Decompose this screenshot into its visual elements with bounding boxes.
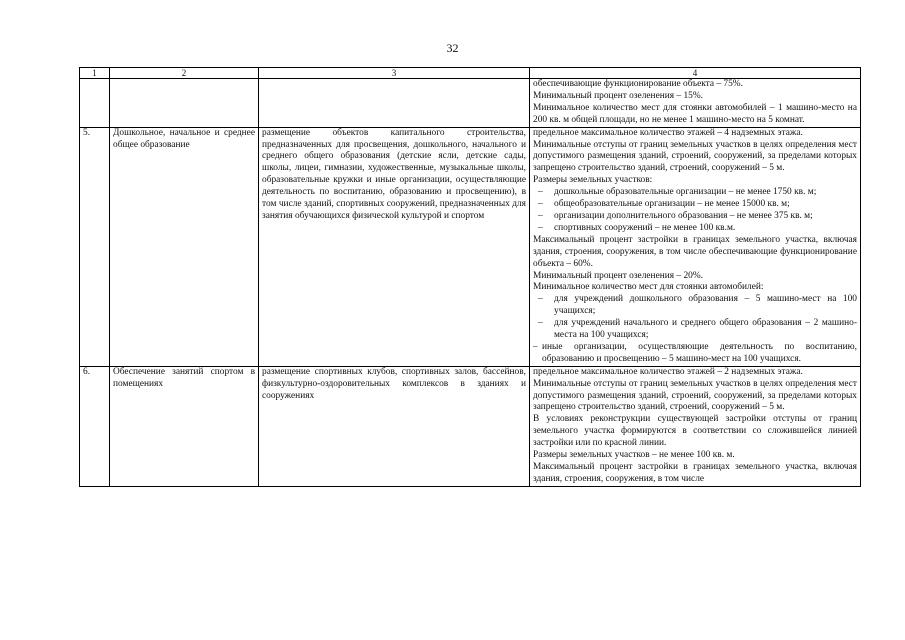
table-row (80, 79, 861, 128)
column-number: 1 (80, 68, 110, 79)
column-number: 3 (259, 68, 530, 79)
table-row (80, 127, 861, 366)
parameter-paragraph: предельное максимальное количество этажей – 4 надземных этажа. (533, 127, 803, 138)
parameter-paragraph: Минимальное количество мест для стоянки автомобилей: (533, 282, 764, 293)
use-description (259, 366, 530, 486)
use-type-name (110, 366, 259, 486)
parameter-paragraph: Размеры земельных участков – не менее 100 кв. м. (533, 450, 735, 461)
use-description-text: размещение объектов капитального строительства, предназначенных для просвещения, дошкольного, начального и среднего общего образования (детские ясли, детские сады, школы, лицеи, гимназии, художественные, музыкальные школы, образовательные кружки и иные организации, осуществляющие деятельность по воспитанию, образованию и просвещению), в том числе зданий, спортивных сооружений, предназначенных для занятия обучающихся физической культурой и спортом (262, 127, 526, 221)
parameter-list-item: – общеобразовательные организации – не менее 15000 кв. м; (533, 199, 857, 211)
row-number: 6. (80, 366, 110, 486)
table-row (80, 366, 861, 486)
parameter-paragraph: Минимальное количество мест для стоянки автомобилей – 1 машино-место на 200 кв. м общей площади, но не менее 1 машино-место на 5 комнат. (533, 102, 857, 125)
parameter-paragraph: обеспечивающие функционирование объекта – 75%. (533, 79, 743, 89)
page-number: 32 (446, 41, 459, 55)
parameter-list (533, 294, 857, 342)
parameter-list-item: – дошкольные образовательные организации – не менее 1750 кв. м; (533, 187, 857, 199)
use-type-name-text: Дошкольное, начальное и среднее общее образование (113, 127, 255, 150)
row-number (80, 79, 110, 128)
parameter-paragraph: предельное максимальное количество этажей – 2 надземных этажа. (533, 366, 803, 377)
parameter-paragraph: Минимальный процент озеленения – 20%. (533, 270, 703, 281)
use-description-text: размещение спортивных клубов, спортивных залов, бассейнов, физкультурно-оздоровительных комплексов в зданиях и сооружениях (262, 366, 526, 401)
parameter-paragraph: Максимальный процент застройки в границах земельного участка, включая здания, строения, сооружения, в том числе (533, 462, 857, 484)
parameter-list (533, 187, 857, 235)
parameter-list-item: – спортивных сооружений – не менее 100 кв.м. (533, 223, 857, 235)
parameter-paragraph: Максимальный процент застройки в границах земельного участка, включая здания, строения, сооружения, в том числе обеспечивающие функционирование объекта – 60%. (533, 234, 857, 269)
use-description (259, 79, 530, 128)
parameter-list-item: – иные организации, осуществляющие деятельность по воспитанию, образованию и просвещению – 5 машино-мест на 100 учащихся. (533, 342, 857, 366)
use-type-name (110, 127, 259, 366)
use-type-name (110, 79, 259, 128)
parameter-paragraph: Минимальные отступы от границ земельных участков в целях определения мест допустимого размещения зданий, строений, сооружений, за пределами которых запрещено строительство зданий, строений, сооружений – 5 м. (533, 139, 857, 174)
parameter-paragraph: Минимальный процент озеленения – 15%. (533, 90, 703, 101)
parameter-list-item: – для учреждений начального и среднего общего образования – 2 машино-места на 100 учащихся; (533, 318, 857, 342)
parameter-paragraph: Минимальные отступы от границ земельных участков в целях определения мест допустимого размещения зданий, строений, сооружений, за пределами которых запрещено строительство зданий, строений, сооружений – 5 м. (533, 378, 857, 413)
parameters-cell (530, 366, 861, 486)
parameter-paragraph: В условиях реконструкции существующей застройки отступы от границ земельного участка формируются в соответствии со сложившейся линией застройки или по красной линии. (533, 414, 857, 449)
parameters-cell (530, 127, 861, 366)
row-number: 5. (80, 127, 110, 366)
column-number: 4 (530, 68, 861, 79)
column-number: 2 (110, 68, 259, 79)
zoning-table (79, 67, 861, 487)
column-number-row (80, 68, 861, 79)
parameter-list (533, 342, 857, 366)
parameters-cell (530, 79, 861, 128)
parameter-paragraph: Размеры земельных участков: (533, 175, 653, 186)
parameter-list-item: – организации дополнительного образования – не менее 375 кв. м; (533, 211, 857, 223)
use-type-name-text: Обеспечение занятий спортом в помещениях (113, 366, 255, 389)
parameter-list-item: – для учреждений дошкольного образования – 5 машино-мест на 100 учащихся; (533, 294, 857, 318)
use-description (259, 127, 530, 366)
